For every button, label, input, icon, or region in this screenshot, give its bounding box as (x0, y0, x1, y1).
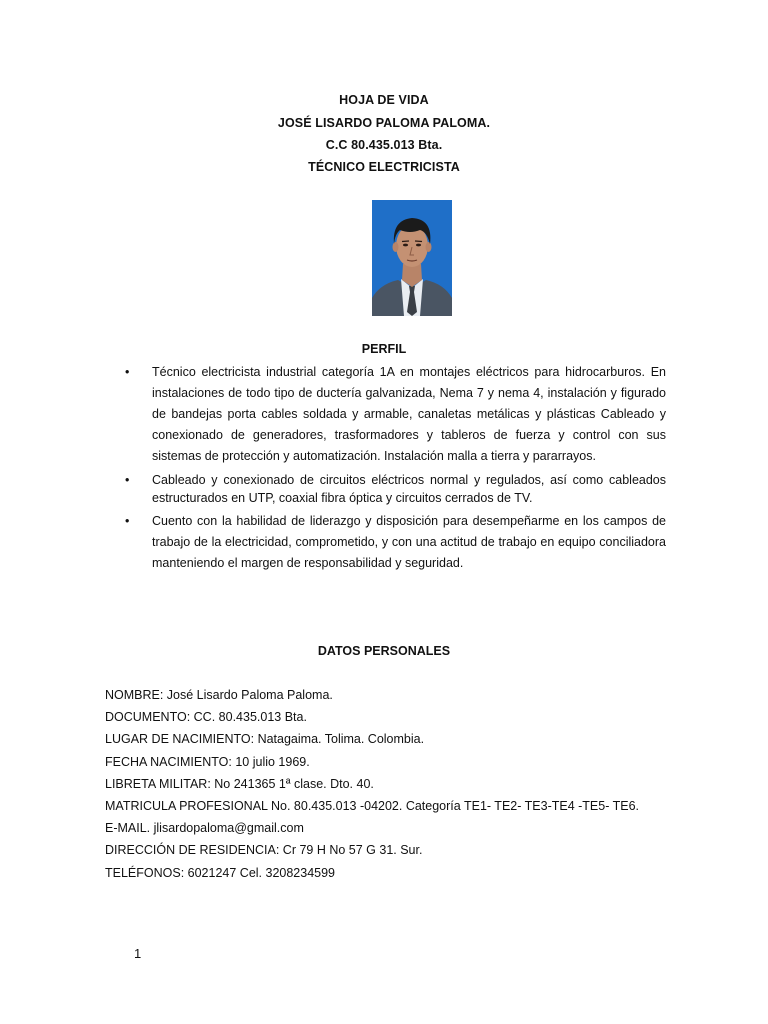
person-role: TÉCNICO ELECTRICISTA (308, 160, 460, 174)
datos-row-telefonos: TELÉFONOS: 6021247 Cel. 3208234599 (105, 865, 336, 880)
list-item (121, 511, 666, 574)
person-name: JOSÉ LISARDO PALOMA PALOMA. (277, 116, 491, 130)
person-id: C.C 80.435.013 Bta. (325, 138, 443, 152)
datos-row-email: E-MAIL. jlisardopaloma@gmail.com (105, 821, 304, 836)
person-portrait-icon (372, 200, 452, 316)
datos-row-libreta-militar: LIBRETA MILITAR: No 241365 1ª clase. Dto. 40. (105, 776, 374, 791)
datos-row-fecha-nacimiento: FECHA NACIMIENTO: 10 julio 1969. (105, 754, 310, 769)
datos-personales (105, 684, 705, 884)
datos-row-lugar-nacimiento: LUGAR DE NACIMIENTO: Natagaima. Tolima. Colombia. (105, 732, 425, 747)
perfil-item-text: Cuento con la habilidad de liderazgo y disposición para desempeñarme en los campos de trabajo de la electricidad, comprometido, y con una actitud de trabajo en equipo conciliadora manteniendo el margen de responsabilidad y seguridad. (152, 514, 666, 570)
perfil-item-text: Cableado y conexionado de circuitos eléctricos normal y regulados, así como cableados estructurados en UTP, coaxial fibra óptica y circuitos cerrados de TV. (152, 473, 666, 505)
person-photo (372, 200, 452, 316)
page-number: 1 (134, 946, 142, 961)
perfil-item-text: Técnico electricista industrial categoría 1A en montajes eléctricos para hidrocarburos. En instalaciones de todo tipo de ductería galvanizada, Nema 7 y nema 4, instalación y figurado de bandejas porta cables soldada y armable, canaletas metálicas y plásticas Cableado y conexionado de generadores, trasformadores y tableros de fuerza y control con sus sistemas de protección y automatización. Instalación malla a tierra y pararrayos. (152, 365, 666, 463)
list-item (121, 471, 666, 507)
datos-row-matricula: MATRICULA PROFESIONAL No. 80.435.013 -04202. Categoría TE1- TE2- TE3-TE4 -TE5- TE6. (105, 799, 640, 814)
datos-row-nombre: NOMBRE: José Lisardo Paloma Paloma. (105, 688, 333, 702)
bullet-icon: • (125, 365, 130, 379)
perfil-list (121, 362, 666, 574)
bullet-icon: • (125, 514, 130, 528)
datos-title: DATOS PERSONALES (317, 644, 451, 658)
perfil-title: PERFIL (361, 342, 407, 356)
list-item (121, 362, 666, 467)
datos-row-direccion: DIRECCIÓN DE RESIDENCIA: Cr 79 H No 57 G 31. Sur. (105, 843, 423, 858)
document-title: HOJA DE VIDA (339, 93, 429, 107)
datos-row-documento: DOCUMENTO: CC. 80.435.013 Bta. (105, 710, 307, 725)
bullet-icon: • (125, 473, 130, 487)
